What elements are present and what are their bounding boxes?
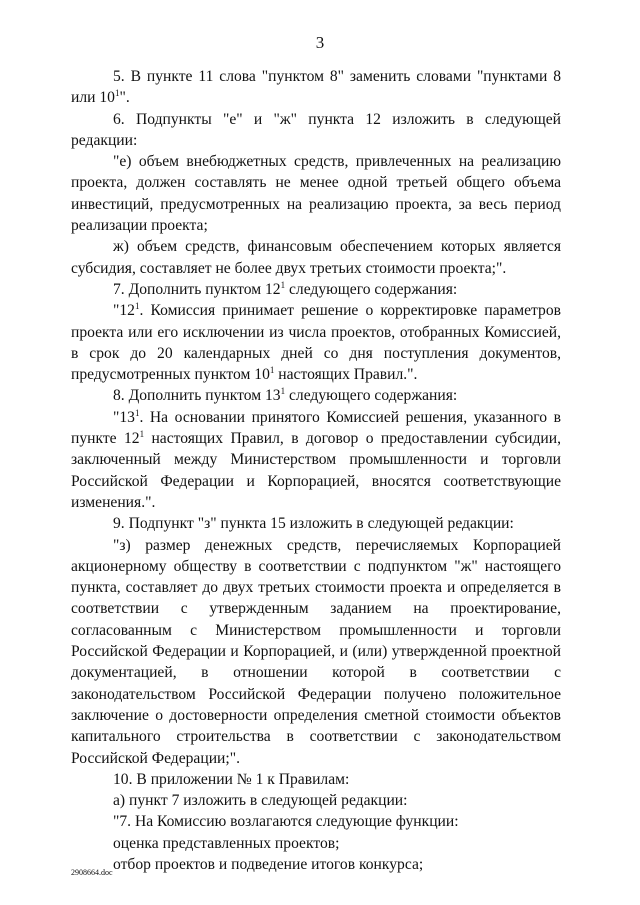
paragraph-3 [71, 151, 561, 236]
paragraph-15 [71, 854, 561, 875]
paragraph-12 [71, 790, 561, 811]
paragraph-11 [71, 769, 561, 790]
paragraph-2 [71, 109, 561, 152]
superscript-index: 1 [280, 279, 286, 290]
file-name-footer: 2908664.doc [71, 868, 113, 877]
paragraph-text: "7. На Комиссию возлагаются следующие функции: [113, 813, 459, 831]
paragraph-7 [71, 385, 561, 406]
paragraph-text: следующего содержания: [285, 387, 458, 405]
paragraph-text: отбор проектов и подведение итогов конкурса; [113, 855, 424, 873]
superscript-index: 1 [134, 301, 140, 312]
paragraph-text: а) пункт 7 изложить в следующей редакции: [113, 792, 408, 810]
paragraph-4 [71, 236, 561, 279]
superscript-index: 1 [280, 386, 286, 397]
superscript-index: 1 [114, 88, 120, 99]
paragraph-5 [71, 279, 561, 300]
paragraph-text: настоящих Правил.". [274, 366, 418, 384]
paragraph-13 [71, 811, 561, 832]
page-number: 3 [315, 33, 325, 52]
paragraph-9 [71, 513, 561, 534]
paragraph-text: "з) размер денежных средств, перечисляемых Корпорацией акционерному обществу в соответствии с подпунктом "ж" настоящего пункта, составляет до двух третьих стоимости проекта и определяется в соответствии с утвержденным заданием на проектирование, согласованным с Министерством промышленности и торговли Российской Федерации и Корпорацией, и (или) утвержденной проектной документацией, в отношении которой в соответствии с законодательством Российской Федерации получено положительное заключение о достоверности определения сметной стоимости объектов капитального строительства в соответствии с законодательством Российской Федерации;". [71, 536, 561, 767]
paragraph-text: следующего содержания: [285, 280, 458, 298]
paragraph-text: 7. Дополнить пунктом 12 [113, 280, 281, 298]
document-body [71, 66, 561, 875]
superscript-index: 1 [139, 429, 145, 440]
superscript-index: 1 [269, 365, 275, 376]
paragraph-text: . Комиссия принимает решение о корректировке параметров проекта или его исключении из числа проектов, отобранных Комиссией, в срок до 20 календарных дней со дня поступления документов, предусмотренных пунктом 10 [71, 302, 561, 384]
paragraph-10 [71, 535, 561, 769]
paragraph-text: ж) объем средств, финансовым обеспечением которых является субсидия, составляет не более двух третьих стоимости проекта;". [71, 238, 561, 277]
paragraph-text: "12 [113, 302, 135, 320]
paragraph-14 [71, 833, 561, 854]
paragraph-text: 6. Подпункты "е" и "ж" пункта 12 изложить в следующей редакции: [71, 110, 561, 149]
paragraph-text: настоящих Правил, в договор о предоставлении субсидии, заключенный между Министерством промышленности и торговли Российской Федерации и Корпорацией, вносятся соответствующие изменения.". [71, 430, 561, 511]
paragraph-text: оценка представленных проектов; [113, 834, 340, 852]
superscript-index: 1 [134, 407, 140, 418]
paragraph-text: 8. Дополнить пунктом 13 [113, 387, 281, 405]
paragraph-text: ". [119, 89, 130, 107]
paragraph-text: 10. В приложении № 1 к Правилам: [113, 770, 350, 788]
paragraph-text: "е) объем внебюджетных средств, привлеченных на реализацию проекта, должен составлять не менее одной третьей общего объема инвестиций, предусмотренных на реализацию проекта, за весь период реализации проекта; [71, 153, 561, 235]
paragraph-text: 5. В пункте 11 слова "пунктом 8" заменить словами "пунктами 8 или 10 [71, 68, 561, 107]
paragraph-1 [71, 66, 561, 109]
paragraph-text: . На основании принятого Комиссией решения, указанного в пункте 12 [71, 408, 561, 448]
paragraph-text: "13 [113, 408, 135, 426]
paragraph-text: 9. Подпункт "з" пункта 15 изложить в следующей редакции: [113, 515, 514, 533]
paragraph-6 [71, 300, 561, 385]
paragraph-8 [71, 407, 561, 513]
